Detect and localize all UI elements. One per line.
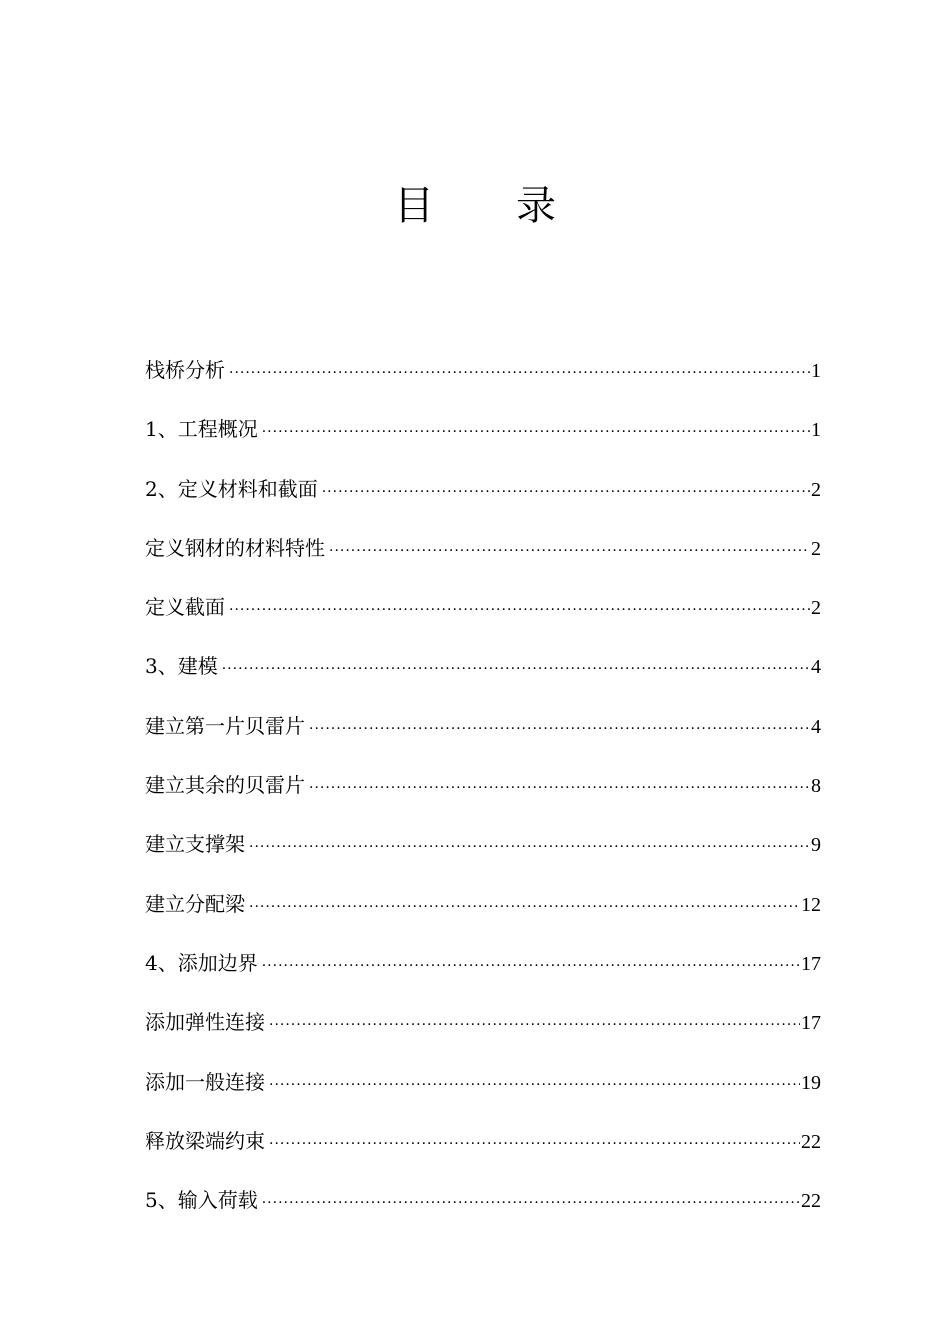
toc-leader-dots <box>249 883 800 931</box>
toc-entry[interactable] <box>145 761 821 820</box>
toc-leader-dots <box>269 1001 800 1049</box>
toc-entry-label: 释放梁端约束 <box>145 1128 265 1153</box>
toc-entry-page: 4 <box>811 715 821 738</box>
toc-entry[interactable] <box>145 1117 821 1176</box>
toc-leader-dots <box>269 1120 800 1168</box>
toc-entry-label: 1、工程概况 <box>145 417 258 442</box>
toc-entry[interactable] <box>145 346 821 405</box>
toc-entry-page: 8 <box>811 775 821 798</box>
toc-entry[interactable] <box>145 583 821 642</box>
toc-entry-page: 4 <box>811 656 821 679</box>
title-char-2: 录 <box>516 183 556 229</box>
table-of-contents <box>145 346 821 1235</box>
toc-entry-label: 3、建模 <box>145 654 218 679</box>
toc-leader-dots <box>262 1179 800 1227</box>
toc-entry-label: 建立分配梁 <box>145 891 245 916</box>
toc-leader-dots <box>229 586 810 634</box>
toc-leader-dots <box>249 823 810 871</box>
title-char-1: 目 <box>394 183 434 229</box>
toc-entry-page: 2 <box>811 597 821 620</box>
toc-entry-page: 2 <box>811 478 821 501</box>
toc-entry-label: 建立支撑架 <box>145 832 245 857</box>
toc-entry-page: 12 <box>801 893 821 916</box>
toc-leader-dots <box>322 468 810 516</box>
toc-entry-page: 22 <box>801 1190 821 1213</box>
toc-entry-page: 1 <box>811 360 821 382</box>
toc-entry[interactable] <box>145 880 821 939</box>
toc-entry[interactable] <box>145 1058 821 1117</box>
toc-entry-label: 添加一般连接 <box>145 1069 265 1094</box>
toc-leader-dots <box>309 764 810 812</box>
toc-entry[interactable] <box>145 702 821 761</box>
toc-entry-page: 1 <box>811 419 821 442</box>
toc-entry[interactable] <box>145 642 821 701</box>
toc-leader-dots <box>329 527 810 575</box>
toc-entry-label: 5、输入荷载 <box>145 1188 258 1213</box>
toc-entry[interactable] <box>145 524 821 583</box>
toc-entry-label: 定义截面 <box>145 595 225 620</box>
toc-leader-dots <box>269 1061 800 1109</box>
page-title <box>0 178 950 234</box>
toc-entry-page: 17 <box>801 952 821 975</box>
toc-entry-page: 19 <box>801 1071 821 1094</box>
toc-entry[interactable] <box>145 820 821 879</box>
toc-entry-page: 22 <box>801 1130 821 1153</box>
toc-leader-dots <box>262 408 810 456</box>
toc-entry-label: 4、添加边界 <box>145 950 258 975</box>
toc-leader-dots <box>229 349 810 397</box>
toc-entry-page: 2 <box>811 537 821 560</box>
toc-entry-label: 2、定义材料和截面 <box>145 476 318 501</box>
toc-entry-page: 17 <box>801 1012 821 1035</box>
toc-entry-label: 添加弹性连接 <box>145 1010 265 1035</box>
toc-leader-dots <box>222 645 810 693</box>
toc-entry[interactable] <box>145 998 821 1057</box>
toc-entry-label: 栈桥分析 <box>145 358 225 382</box>
toc-entry-label: 建立其余的贝雷片 <box>145 773 305 798</box>
toc-entry-page: 9 <box>811 834 821 857</box>
toc-entry-label: 建立第一片贝雷片 <box>145 713 305 738</box>
toc-entry[interactable] <box>145 1176 821 1235</box>
toc-leader-dots <box>262 942 800 990</box>
toc-entry[interactable] <box>145 405 821 464</box>
toc-entry[interactable] <box>145 939 821 998</box>
toc-entry[interactable] <box>145 465 821 524</box>
toc-leader-dots <box>309 705 810 753</box>
toc-entry-label: 定义钢材的材料特性 <box>145 535 325 560</box>
